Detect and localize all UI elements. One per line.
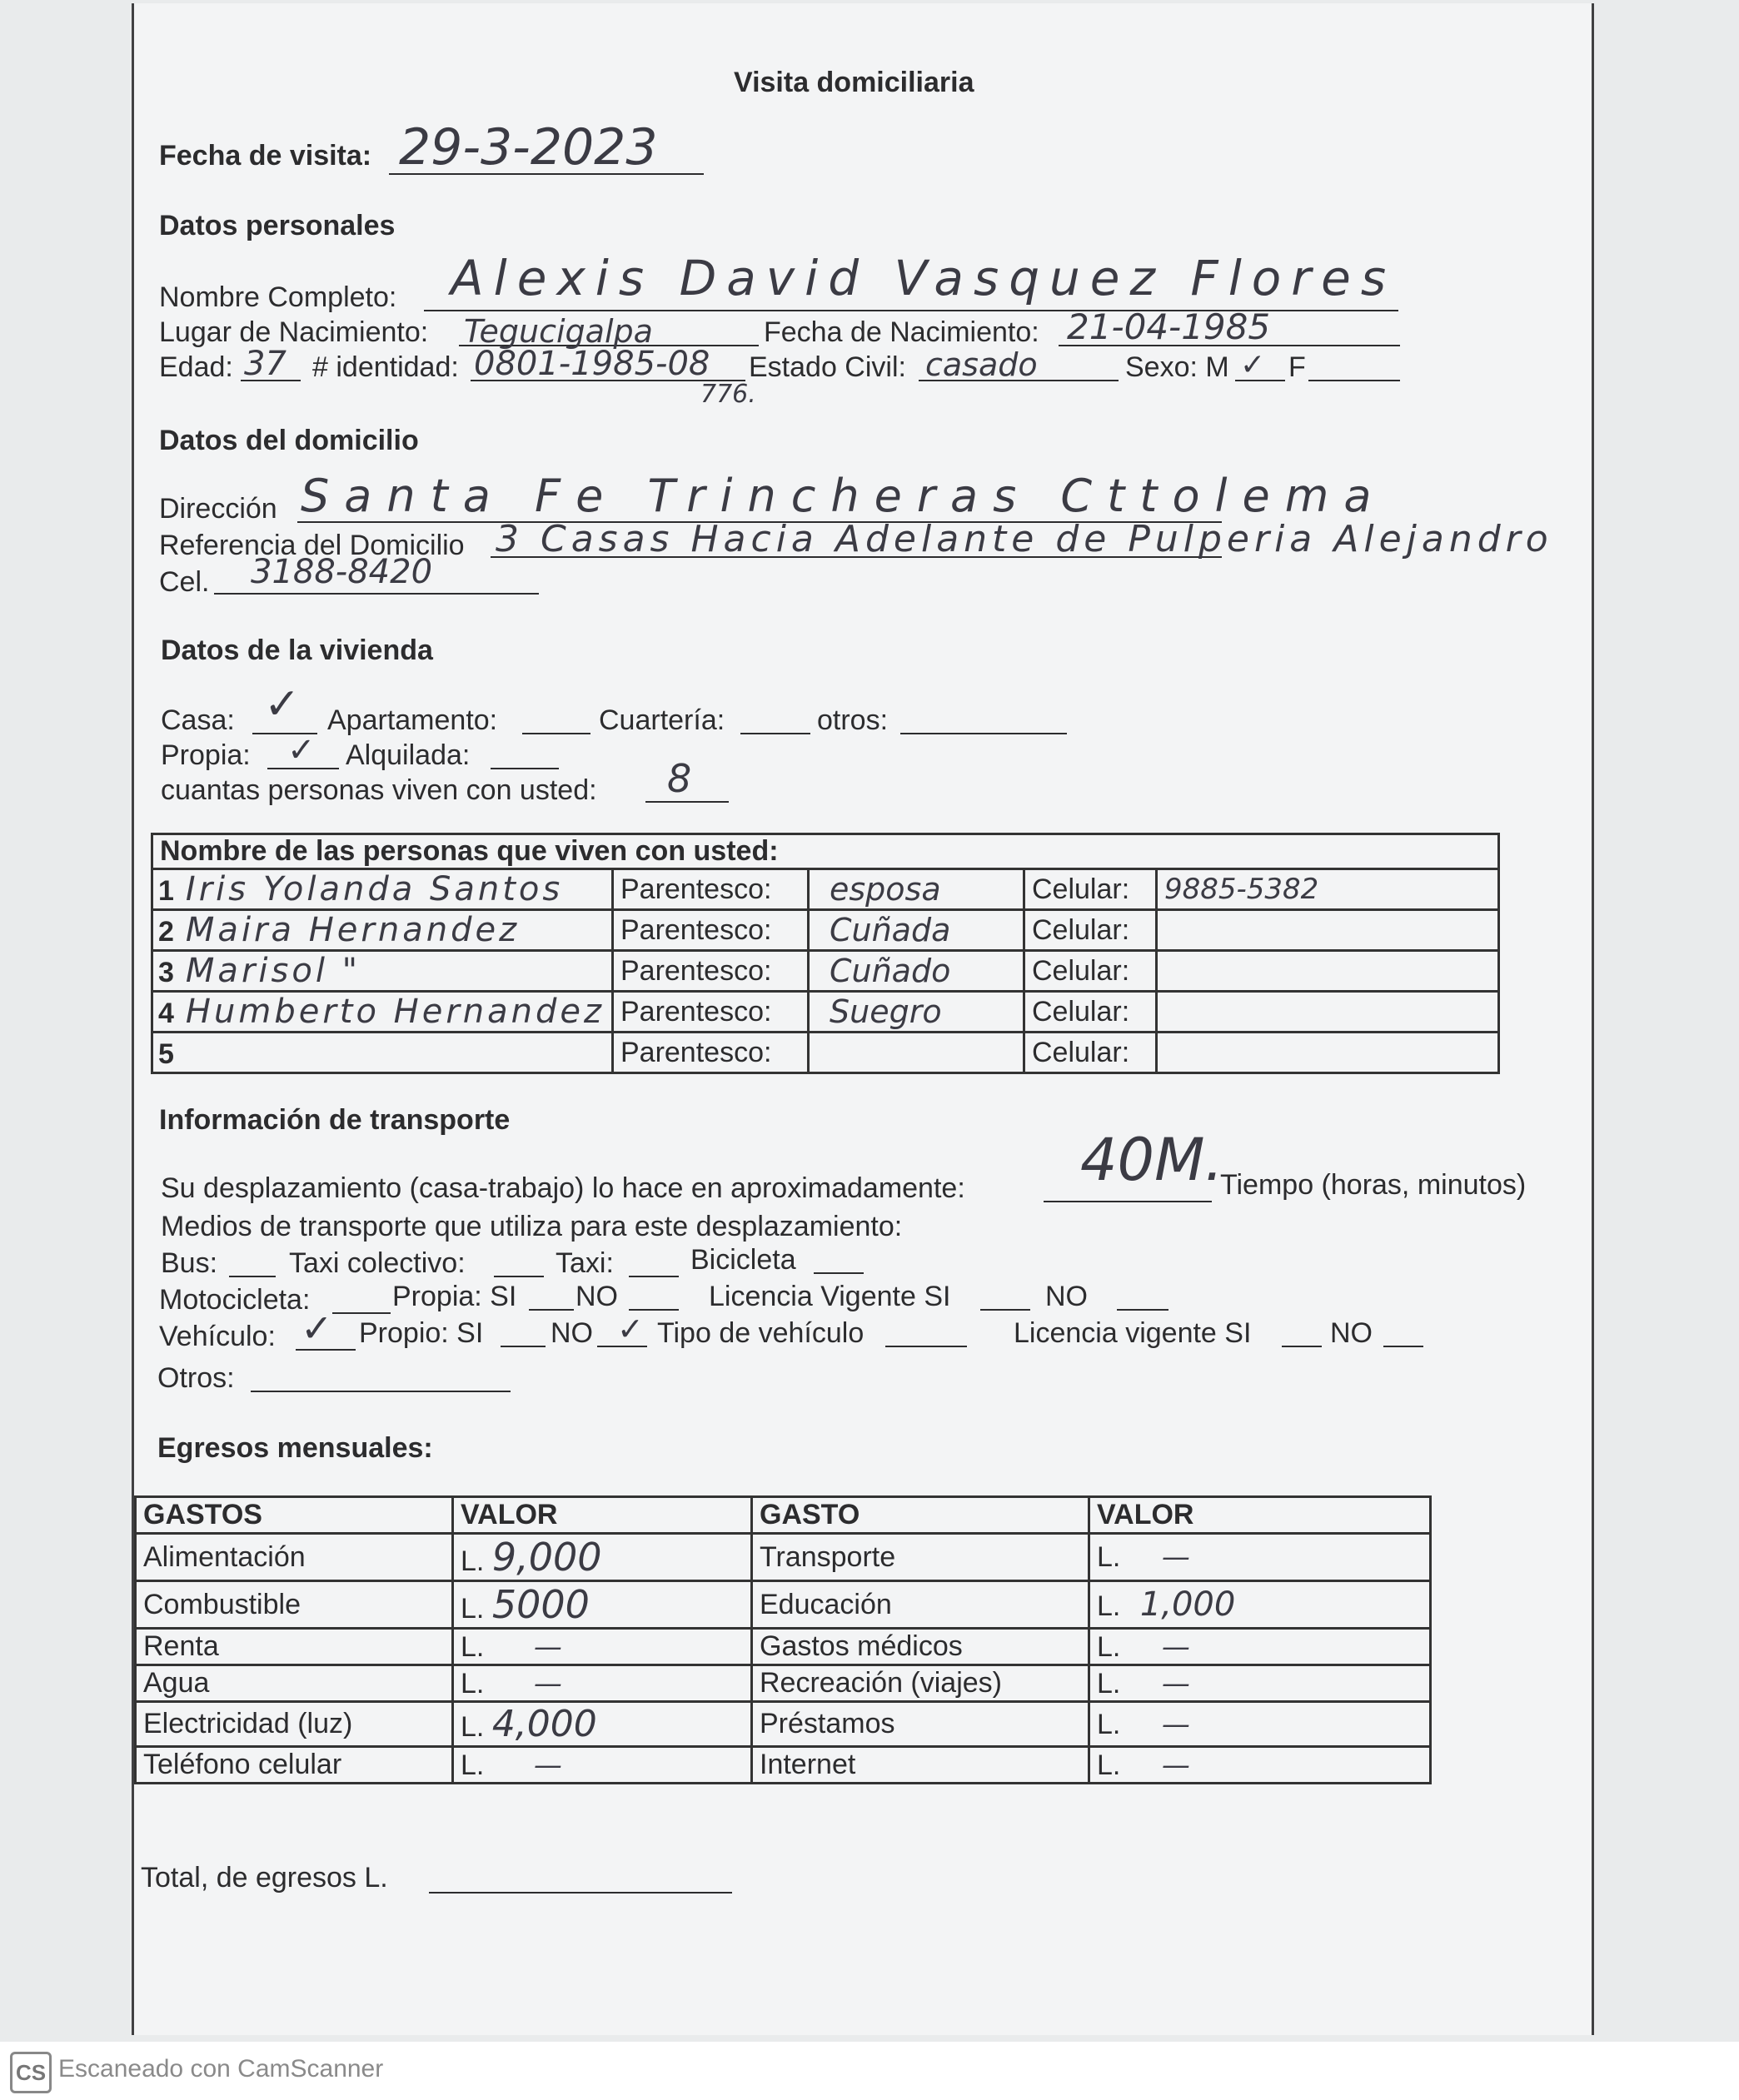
currency-label: L. (461, 1545, 485, 1577)
currency-label: L. (1097, 1541, 1121, 1573)
propia-mark: ✓ (287, 731, 316, 769)
row-number: 3 (158, 957, 174, 988)
bus-label: Bus: (161, 1247, 218, 1279)
casa-mark: ✓ (264, 679, 301, 729)
taxi-label: Taxi: (556, 1247, 614, 1279)
name-label: Nombre Completo: (159, 281, 397, 313)
transport-means-label: Medios de transporte que utiliza para este desplazamiento: (161, 1211, 903, 1242)
table-row (152, 910, 1499, 951)
people-table (151, 833, 1500, 1074)
currency-label: L. (461, 1630, 485, 1663)
camscanner-logo: CS (10, 2052, 52, 2093)
currency-label: L. (461, 1667, 485, 1699)
reference-value: 3 Casas Hacia Adelante de Pulperia Alejandro (496, 518, 1553, 560)
row-number: 1 (158, 875, 174, 907)
cel-value: 3188-8420 (251, 553, 433, 591)
expense-value: — (1161, 1666, 1190, 1700)
col-gastos: GASTOS (136, 1497, 453, 1534)
moto-no-label: NO (576, 1281, 618, 1312)
currency-label: L. (1097, 1708, 1121, 1740)
table-row (136, 1747, 1431, 1784)
person-relationship: Cuñada (829, 912, 951, 948)
parentesco-label: Parentesco: (612, 1033, 808, 1073)
col-gasto: GASTO (752, 1497, 1089, 1534)
id-value-continued: 776. (700, 380, 756, 409)
expense-name: Agua (136, 1665, 453, 1702)
person-relationship: Cuñado (829, 953, 951, 989)
person-cellphone: 9885-5382 (1163, 873, 1319, 906)
civil-status-value: casado (925, 346, 1038, 383)
currency-label: L. (461, 1593, 485, 1625)
table-row (136, 1581, 1431, 1629)
table-row (152, 951, 1499, 992)
cuarteria-label: Cuartería: (599, 704, 725, 736)
transport-heading: Información de transporte (159, 1104, 511, 1136)
address-value: Santa Fe Trincheras Cttolema (301, 470, 1387, 522)
expenses-table (134, 1495, 1432, 1784)
sex-mark: ✓ (1240, 348, 1266, 382)
table-row (152, 1033, 1499, 1073)
cel-label: Cel. (159, 566, 210, 598)
expense-value: 1,000 (1139, 1585, 1236, 1624)
currency-label: L. (1097, 1749, 1121, 1781)
birthdate-value: 21-04-1985 (1067, 306, 1271, 347)
commute-time-value: 40M. (1080, 1126, 1223, 1194)
celular-label: Celular: (1024, 992, 1156, 1033)
col-valor: VALOR (453, 1497, 752, 1534)
expense-name: Electricidad (luz) (136, 1702, 453, 1747)
person-name: Marisol " (185, 952, 361, 990)
parentesco-label: Parentesco: (612, 869, 808, 910)
visit-date-value: 29-3-2023 (399, 118, 658, 177)
person-name: Iris Yolanda Santos (185, 870, 564, 908)
expense-name: Alimentación (136, 1534, 453, 1581)
expenses-heading: Egresos mensuales: (157, 1432, 433, 1464)
expense-name: Teléfono celular (136, 1747, 453, 1784)
age-value: 37 (244, 345, 287, 383)
people-count-value: 8 (667, 756, 692, 801)
expense-value: — (533, 1666, 562, 1700)
currency-label: L. (461, 1711, 485, 1743)
parentesco-label: Parentesco: (612, 992, 808, 1033)
table-row (136, 1534, 1431, 1581)
housing-heading: Datos de la vivienda (161, 634, 433, 666)
expense-name: Gastos médicos (752, 1629, 1089, 1665)
person-name: Maira Hernandez (185, 911, 521, 949)
expense-name: Renta (136, 1629, 453, 1665)
vehiculo-no-label: NO (551, 1317, 593, 1349)
sex-label-f: F (1288, 351, 1306, 383)
expense-value: — (1161, 1707, 1190, 1741)
person-relationship: esposa (829, 871, 941, 908)
personal-heading: Datos personales (159, 210, 396, 241)
taxi-colectivo-label: Taxi colectivo: (289, 1247, 466, 1279)
moto-label: Motocicleta: (159, 1284, 311, 1316)
expense-value: — (1161, 1540, 1190, 1574)
moto-license-no-label: NO (1045, 1281, 1088, 1312)
expense-name: Recreación (viajes) (752, 1665, 1089, 1702)
propia-label: Propia: (161, 739, 251, 771)
expense-value: 9,000 (491, 1535, 602, 1580)
row-number: 2 (158, 916, 174, 948)
col-valor-2: VALOR (1089, 1497, 1431, 1534)
row-number: 5 (158, 1038, 174, 1070)
row-number: 4 (158, 998, 174, 1029)
people-table-header: Nombre de las personas que viven con usted: (152, 834, 1499, 869)
person-name: Humberto Hernandez (185, 993, 605, 1031)
vehicle-license-label: Licencia vigente SI (1014, 1317, 1252, 1349)
address-label: Dirección (159, 493, 277, 525)
celular-label: Celular: (1024, 910, 1156, 951)
otros-label: otros: (817, 704, 889, 736)
scanner-footer (0, 2042, 1739, 2100)
expense-value: 5000 (491, 1582, 590, 1627)
camscanner-text: Escaneado con CamScanner (58, 2055, 384, 2083)
alquilada-label: Alquilada: (346, 739, 471, 771)
birthdate-label: Fecha de Nacimiento: (764, 316, 1039, 348)
table-row (136, 1629, 1431, 1665)
currency-label: L. (461, 1749, 485, 1781)
bicicleta-label: Bicicleta (690, 1244, 796, 1276)
apartment-label: Apartamento: (327, 704, 498, 736)
commute-time-label: Su desplazamiento (casa-trabajo) lo hace en aproximadamente: (161, 1172, 965, 1204)
person-relationship: Suegro (829, 993, 942, 1030)
currency-label: L. (1097, 1590, 1121, 1622)
expense-name: Educación (752, 1581, 1089, 1629)
reference-label: Referencia del Domicilio (159, 530, 465, 561)
celular-label: Celular: (1024, 951, 1156, 992)
vehicle-license-no-label: NO (1330, 1317, 1373, 1349)
vehiculo-label: Vehículo: (159, 1321, 276, 1352)
domicile-heading: Datos del domicilio (159, 425, 419, 456)
expense-value: — (533, 1630, 562, 1664)
moto-propia-label: Propia: SI (392, 1281, 517, 1312)
name-value: Alexis David Vasquez Flores (451, 250, 1397, 306)
sex-label-m: Sexo: M (1125, 351, 1229, 383)
expense-value: — (533, 1748, 562, 1782)
id-label: # identidad: (312, 351, 459, 383)
expense-value: 4,000 (491, 1703, 597, 1745)
form-sheet (132, 3, 1594, 2035)
table-row (136, 1702, 1431, 1747)
visit-date-label: Fecha de visita: (159, 140, 372, 172)
currency-label: L. (1097, 1630, 1121, 1663)
casa-label: Casa: (161, 704, 235, 736)
table-row (152, 992, 1499, 1033)
birthplace-label: Lugar de Nacimiento: (159, 316, 429, 348)
otros-transport-label: Otros: (157, 1362, 235, 1394)
expense-name: Transporte (752, 1534, 1089, 1581)
vehiculo-mark: ✓ (301, 1306, 333, 1351)
vehicle-type-label: Tipo de vehículo (657, 1317, 865, 1349)
expense-name: Combustible (136, 1581, 453, 1629)
expense-value: — (1161, 1748, 1190, 1782)
parentesco-label: Parentesco: (612, 951, 808, 992)
commute-time-suffix: Tiempo (horas, minutos) (1220, 1169, 1527, 1201)
parentesco-label: Parentesco: (612, 910, 808, 951)
age-label: Edad: (159, 351, 233, 383)
people-count-label: cuantas personas viven con usted: (161, 774, 597, 806)
expense-name: Internet (752, 1747, 1089, 1784)
celular-label: Celular: (1024, 1033, 1156, 1073)
moto-license-label: Licencia Vigente SI (709, 1281, 951, 1312)
civil-status-label: Estado Civil: (749, 351, 906, 383)
page-title: Visita domiciliaria (734, 67, 974, 98)
currency-label: L. (1097, 1667, 1121, 1699)
vehiculo-no-mark: ✓ (617, 1311, 644, 1347)
vehiculo-propio-label: Propio: SI (359, 1317, 484, 1349)
id-value: 0801-1985-08 (474, 345, 710, 383)
birthplace-value: Tegucigalpa (464, 313, 653, 350)
table-row (136, 1665, 1431, 1702)
celular-label: Celular: (1024, 869, 1156, 910)
expense-value: — (1161, 1630, 1190, 1664)
expense-name: Préstamos (752, 1702, 1089, 1747)
total-expenses-label: Total, de egresos L. (141, 1862, 388, 1893)
table-row (152, 869, 1499, 910)
